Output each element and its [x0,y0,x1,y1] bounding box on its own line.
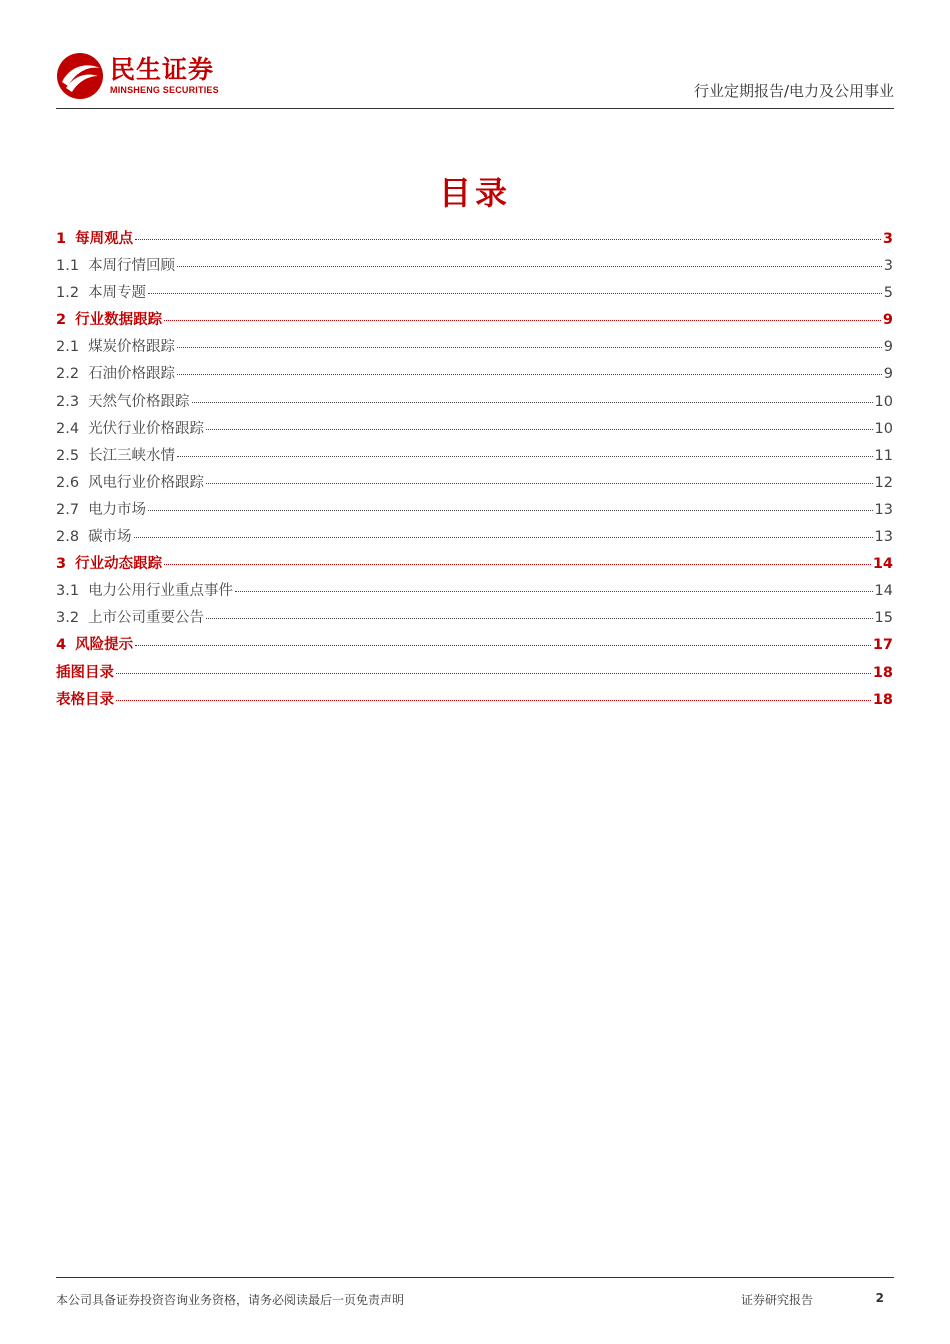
toc-entry[interactable] [56,227,893,254]
page-number: 2 [875,1291,884,1305]
toc-entry-number: 2.3 [56,393,80,410]
company-logo [56,52,219,100]
toc-entry-page: 9 [883,366,893,383]
toc-title: 目录 [438,174,511,212]
toc-leader-dots [135,645,871,646]
toc-entry[interactable] [56,471,893,498]
toc-entry-label: 天然气价格跟踪 [88,393,190,410]
toc-entry-label: 行业动态跟踪 [75,556,163,573]
toc-entry-label: 风险提示 [75,637,134,654]
toc-entry-page: 18 [872,664,893,681]
toc-entry[interactable] [56,390,893,417]
toc-entry-label: 表格目录 [56,691,114,708]
toc-entry[interactable] [56,525,893,552]
toc-entry-page: 17 [872,637,893,654]
toc-entry-number: 2.2 [56,366,80,383]
toc-entry-label: 本周行情回顾 [88,258,176,275]
toc-entry-number: 2 [56,312,67,329]
brand-name-cn: 民生证券 [110,55,215,84]
toc-entry[interactable] [56,688,893,715]
toc-entry-number: 4 [56,637,67,654]
toc-leader-dots [135,239,881,240]
toc-entry-page: 18 [872,691,893,708]
toc-entry-number: 2.5 [56,447,80,464]
toc-entry-number: 2.4 [56,420,80,437]
toc-entry-label: 长江三峡水情 [88,447,176,464]
toc-entry-label: 插图目录 [56,664,114,681]
toc-entry-label: 每周观点 [75,231,134,247]
toc-entry-page: 9 [882,312,893,329]
toc-entry-page: 9 [883,339,893,356]
toc-entry-label: 行业数据跟踪 [75,312,163,329]
toc-leader-dots [177,456,872,457]
footer-report-type: 证券研究报告 [741,1293,814,1307]
toc-leader-dots [164,320,881,321]
toc-entry-page: 12 [874,474,893,491]
toc-entry[interactable] [56,633,893,660]
document-type: 行业定期报告/电力及公用事业 [693,82,894,100]
toc-entry-label: 上市公司重要公告 [88,610,205,627]
toc-entry-number: 3 [56,556,67,573]
toc-entry-number: 2.7 [56,501,80,518]
table-of-contents [56,227,893,715]
toc-leader-dots [148,510,872,511]
page-header [56,52,894,110]
toc-entry[interactable] [56,281,893,308]
toc-entry-number: 1 [56,231,67,247]
toc-entry[interactable] [56,661,893,688]
toc-entry-page: 13 [874,529,893,546]
toc-entry[interactable] [56,362,893,389]
toc-entry-page: 5 [883,285,893,302]
toc-entry-page: 15 [874,610,893,627]
toc-entry-page: 10 [874,393,893,410]
toc-entry[interactable] [56,417,893,444]
toc-entry-number: 2.1 [56,339,80,356]
toc-entry-label: 本周专题 [88,285,147,302]
toc-entry-label: 风电行业价格跟踪 [88,474,205,491]
footer-divider [56,1277,894,1278]
toc-entry-label: 碳市场 [88,529,132,546]
toc-entry-page: 3 [882,231,893,247]
toc-entry[interactable] [56,444,893,471]
toc-entry-number: 1.2 [56,285,80,302]
toc-leader-dots [192,402,873,403]
toc-entry-number: 1.1 [56,258,80,275]
brand-name-en: MINSHENG SECURITIES [110,85,219,95]
toc-entry[interactable] [56,579,893,606]
toc-leader-dots [164,564,871,565]
toc-entry-label: 电力市场 [88,501,147,518]
toc-entry-page: 14 [872,556,893,573]
toc-leader-dots [206,618,872,619]
toc-entry-number: 2.6 [56,474,80,491]
toc-entry[interactable] [56,308,893,335]
toc-entry-number: 3.1 [56,583,80,600]
toc-leader-dots [134,537,873,538]
toc-leader-dots [116,700,871,701]
toc-leader-dots [177,374,882,375]
toc-leader-dots [116,673,871,674]
toc-leader-dots [148,293,882,294]
toc-entry-label: 光伏行业价格跟踪 [88,420,205,437]
header-divider [56,108,894,109]
toc-entry-label: 煤炭价格跟踪 [88,339,176,356]
toc-leader-dots [177,266,882,267]
toc-entry[interactable] [56,254,893,281]
toc-entry-page: 11 [874,447,893,464]
minsheng-logo-icon [56,52,104,100]
toc-leader-dots [206,483,872,484]
toc-entry-label: 电力公用行业重点事件 [88,583,234,600]
toc-entry-page: 10 [874,420,893,437]
toc-entry[interactable] [56,606,893,633]
toc-entry-number: 3.2 [56,610,80,627]
toc-leader-dots [177,347,882,348]
toc-entry-label: 石油价格跟踪 [88,366,176,383]
toc-leader-dots [206,429,872,430]
toc-entry[interactable] [56,498,893,525]
toc-entry-page: 3 [883,258,893,275]
toc-entry[interactable] [56,552,893,579]
toc-entry-page: 14 [874,583,893,600]
toc-entry-number: 2.8 [56,529,80,546]
toc-entry[interactable] [56,335,893,362]
footer-disclaimer: 本公司具备证券投资咨询业务资格，请务必阅读最后一页免责声明 [56,1293,405,1307]
toc-leader-dots [235,591,872,592]
toc-entry-page: 13 [874,501,893,518]
